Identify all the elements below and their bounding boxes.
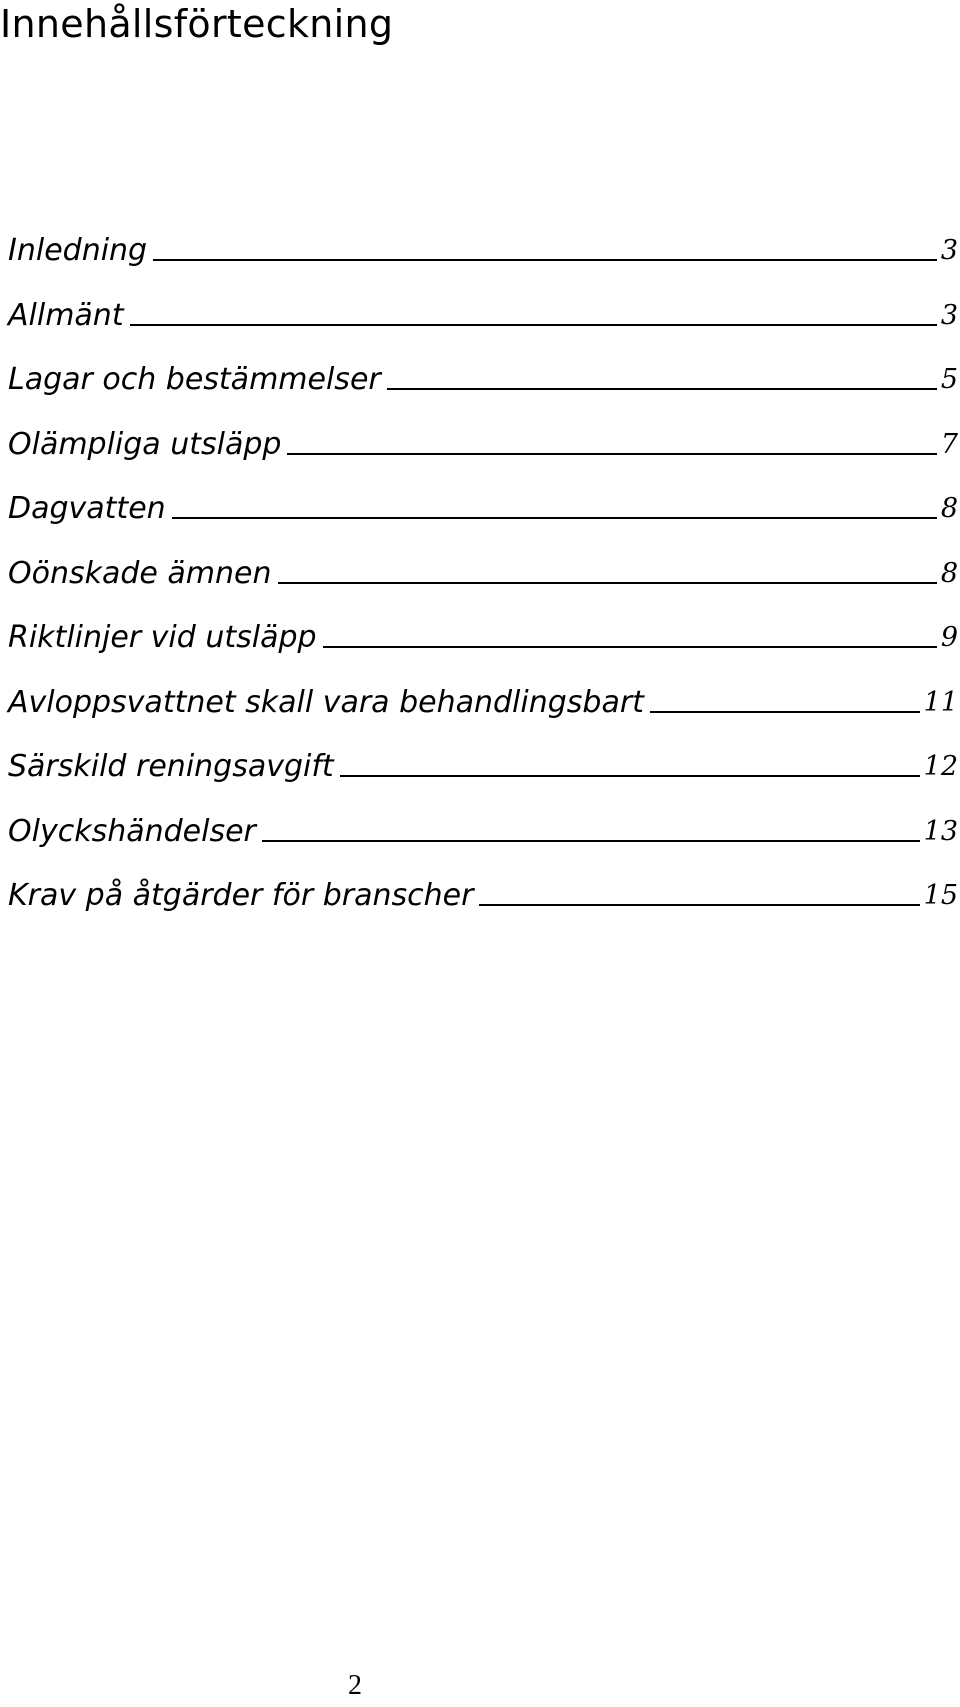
toc-entry-title: Olämpliga utsläpp xyxy=(8,426,282,462)
toc-entry-title: Olyckshändelser xyxy=(8,813,256,849)
toc-leader-line xyxy=(340,775,920,777)
toc-leader-line xyxy=(278,582,937,584)
toc-leader-line xyxy=(650,711,920,713)
toc-entry-page: 8 xyxy=(940,493,958,524)
toc-entry-page: 8 xyxy=(940,557,958,589)
toc-entry-lagar[interactable] xyxy=(8,331,958,396)
table-of-contents xyxy=(8,228,958,911)
toc-leader-line xyxy=(130,324,937,326)
toc-entry-page: 9 xyxy=(940,622,958,653)
toc-entry-page: 11 xyxy=(923,686,958,718)
page-title: Innehållsförteckning xyxy=(0,2,394,46)
toc-entry-title: Lagar och bestämmelser xyxy=(8,362,381,397)
toc-entry-title: Allmänt xyxy=(8,297,124,333)
toc-entry-page: 3 xyxy=(940,299,958,331)
toc-entry-inledning[interactable] xyxy=(8,228,958,266)
toc-leader-line xyxy=(262,840,920,842)
toc-entry-title: Dagvatten xyxy=(8,491,166,526)
toc-entry-olyckshandelser[interactable] xyxy=(8,782,958,847)
toc-entry-riktlinjer[interactable] xyxy=(8,589,958,654)
toc-entry-page: 5 xyxy=(940,364,958,395)
toc-entry-title: Oönskade ämnen xyxy=(8,555,272,591)
toc-leader-line xyxy=(287,453,936,455)
toc-entry-allmant[interactable] xyxy=(8,266,958,331)
toc-entry-avloppsvattnet[interactable] xyxy=(8,653,958,718)
toc-leader-line xyxy=(153,259,937,261)
toc-entry-title: Inledning xyxy=(8,233,148,268)
toc-entry-page: 12 xyxy=(923,751,958,782)
toc-entry-title: Krav på åtgärder för branscher xyxy=(8,878,474,913)
toc-entry-page: 7 xyxy=(940,428,958,460)
toc-entry-krav-pa-atgarder[interactable] xyxy=(8,847,958,912)
page-number: 2 xyxy=(348,1670,362,1701)
toc-entry-sarskild-reningsavgift[interactable] xyxy=(8,718,958,783)
toc-entry-olampliga-utslapp[interactable] xyxy=(8,395,958,460)
toc-entry-dagvatten[interactable] xyxy=(8,460,958,525)
toc-entry-page: 13 xyxy=(923,815,958,847)
toc-leader-line xyxy=(387,388,937,390)
toc-entry-title: Riktlinjer vid utsläpp xyxy=(8,620,317,655)
toc-entry-title: Avloppsvattnet skall vara behandlingsbart xyxy=(8,684,644,720)
toc-leader-line xyxy=(479,904,919,906)
toc-entry-page: 15 xyxy=(923,880,958,911)
toc-entry-oonskade-amnen[interactable] xyxy=(8,524,958,589)
toc-entry-page: 3 xyxy=(940,235,958,266)
toc-leader-line xyxy=(323,646,937,648)
toc-entry-title: Särskild reningsavgift xyxy=(8,749,334,784)
toc-leader-line xyxy=(172,517,937,519)
